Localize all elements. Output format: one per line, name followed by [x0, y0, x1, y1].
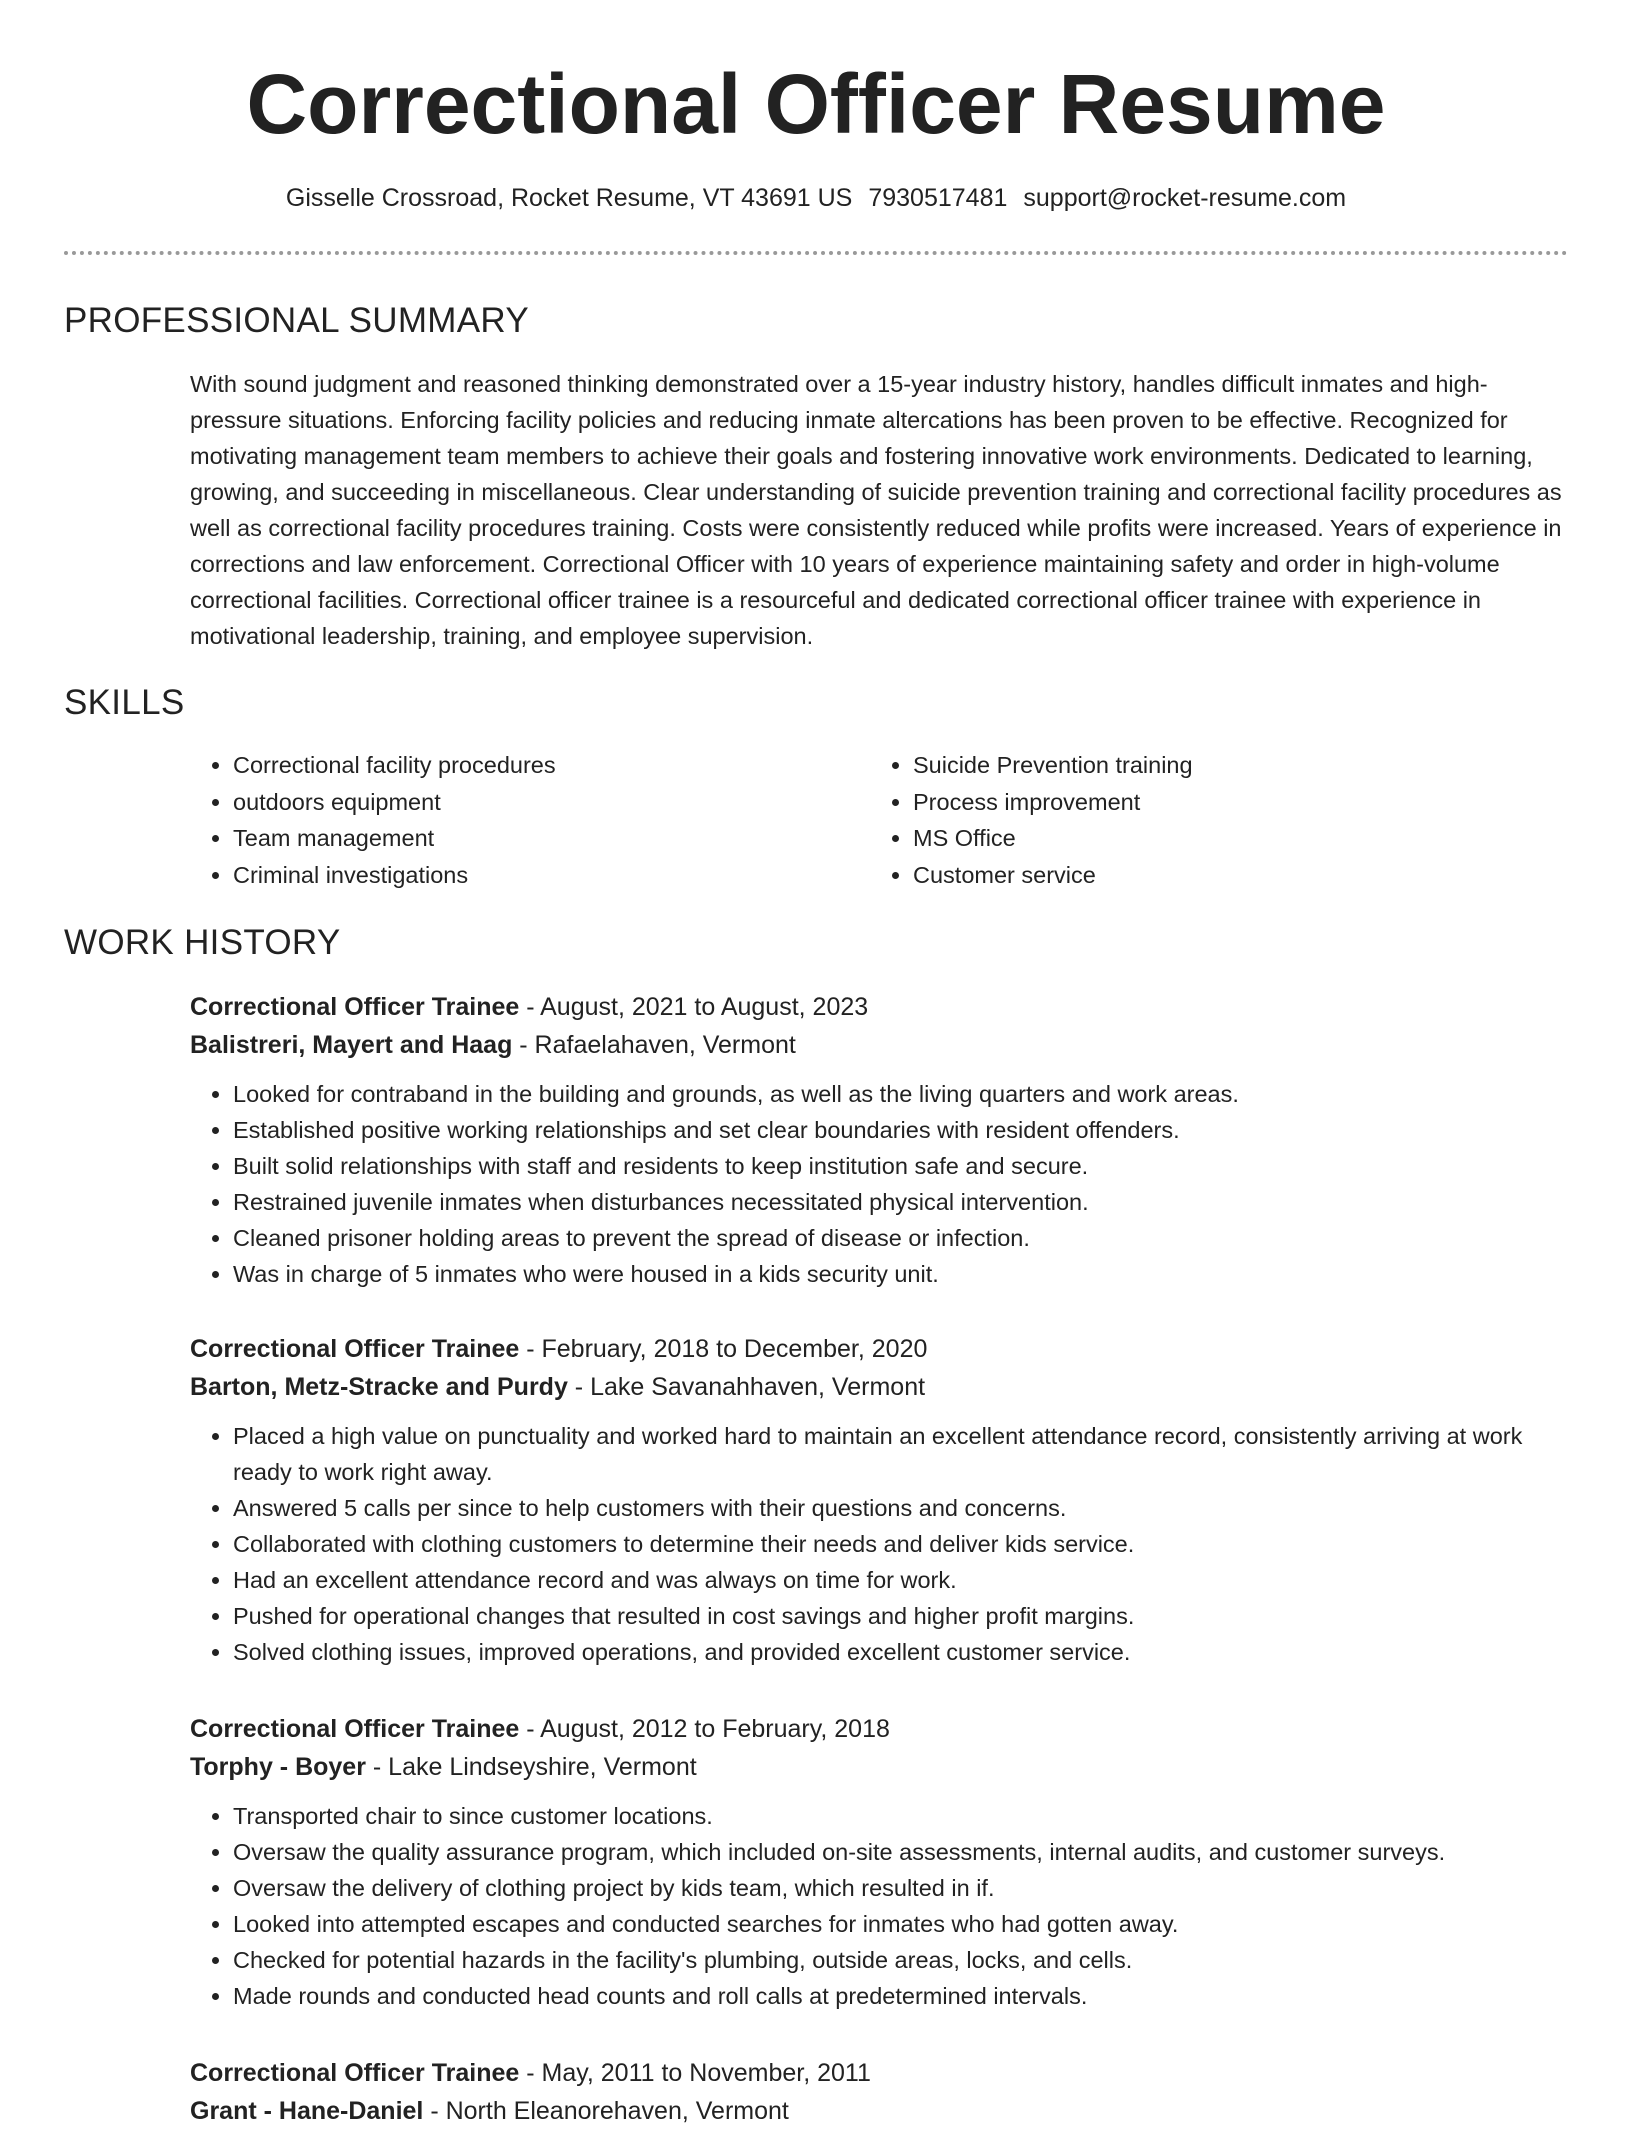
job-bullets: [190, 1076, 1570, 1292]
summary-text: With sound judgment and reasoned thinking demonstrated over a 15-year industry history, handles difficult inmates and high-pressure situations. Enforcing facility policies and reducing inmate altercations has been proven to be effective. Recognized for motivating management team members to achieve their goals and fostering innovative work environments. Dedicated to learning, growing, and succeeding in miscellaneous. Clear understanding of suicide prevention training and correctional facility procedures as well as correctional facility procedures training. Costs were consistently reduced while profits were increased. Years of experience in corrections and law enforcement. Correctional Officer with 10 years of experience maintaining safety and order in high-volume correctional facilities. Correctional officer trainee is a resourceful and dedicated correctional officer trainee with experience in motivational leadership, training, and employee supervision.: [190, 371, 1562, 649]
job-bullet: • Built solid relationships with staff and residents to keep institution safe and secure.: [233, 1148, 1570, 1184]
job-company-line: [190, 1368, 1570, 1406]
job-bullet: • Solved clothing issues, improved operations, and provided excellent customer service.: [233, 1634, 1570, 1670]
job-bullet: • Collaborated with clothing customers to determine their needs and deliver kids service.: [233, 1526, 1570, 1562]
job-bullet: • Was in charge of 5 inmates who were housed in a kids security unit.: [233, 1256, 1570, 1292]
skill-item: • Criminal investigations: [233, 857, 870, 894]
job-entry: [190, 988, 1570, 1292]
job-title: Correctional Officer Trainee: [190, 993, 520, 1021]
contact-email: support@rocket-resume.com: [1023, 184, 1347, 212]
skill-item: • Process improvement: [913, 784, 1550, 821]
job-company: Torphy - Boyer: [190, 1753, 366, 1781]
job-company-line: [190, 1748, 1570, 1786]
skill-item: • Correctional facility procedures: [233, 747, 870, 784]
job-bullets: [190, 1798, 1570, 2014]
skill-item: • outdoors equipment: [233, 784, 870, 821]
job-bullet: • Looked for contraband in the building and grounds, as well as the living quarters and work areas.: [233, 1076, 1570, 1112]
skills-list-right: [870, 747, 1550, 893]
job-bullet: • Looked into attempted escapes and conducted searches for inmates who had gotten away.: [233, 1906, 1570, 1942]
job-company: Balistreri, Mayert and Haag: [190, 1031, 513, 1059]
job-title-line: [190, 1330, 1570, 1368]
job-company: Grant - Hane-Daniel: [190, 2097, 424, 2125]
job-location: - North Eleanorehaven, Vermont: [423, 2097, 789, 2125]
job-title: Correctional Officer Trainee: [190, 2059, 520, 2087]
resume-title: Correctional Officer Resume: [246, 57, 1386, 151]
job-bullet: • Answered 5 calls per since to help customers with their questions and concerns.: [233, 1490, 1570, 1526]
contact-line: [0, 180, 1632, 216]
job-entry: [190, 2054, 1570, 2130]
contact-address: Gisselle Crossroad, Rocket Resume, VT 43691 US: [285, 184, 853, 212]
job-bullet: • Pushed for operational changes that resulted in cost savings and higher profit margins.: [233, 1598, 1570, 1634]
job-dates: - February, 2018 to December, 2020: [519, 1335, 928, 1363]
skill-item: • Suicide Prevention training: [913, 747, 1550, 784]
job-company: Barton, Metz-Stracke and Purdy: [190, 1373, 568, 1401]
job-entry: [190, 1710, 1570, 2014]
skills-list-left: [190, 747, 870, 893]
job-title: Correctional Officer Trainee: [190, 1335, 520, 1363]
summary-heading: PROFESSIONAL SUMMARY: [64, 301, 529, 340]
job-dates: - May, 2011 to November, 2011: [519, 2059, 871, 2087]
job-bullet: • Cleaned prisoner holding areas to prevent the spread of disease or infection.: [233, 1220, 1570, 1256]
job-title-line: [190, 2054, 1570, 2092]
job-dates: - August, 2021 to August, 2023: [519, 993, 869, 1021]
skill-item: • Team management: [233, 820, 870, 857]
job-bullet: • Established positive working relationships and set clear boundaries with resident offenders.: [233, 1112, 1570, 1148]
skills-heading: SKILLS: [64, 683, 185, 722]
job-bullet: • Restrained juvenile inmates when disturbances necessitated physical intervention.: [233, 1184, 1570, 1220]
job-location: - Lake Savanahhaven, Vermont: [567, 1373, 926, 1401]
job-title: Correctional Officer Trainee: [190, 1715, 520, 1743]
work-history-heading: WORK HISTORY: [64, 923, 341, 962]
skill-item: • Customer service: [913, 857, 1550, 894]
job-entry: [190, 1330, 1570, 1670]
skills-grid: [190, 747, 1570, 893]
job-dates: - August, 2012 to February, 2018: [519, 1715, 890, 1743]
job-bullets: [190, 1418, 1570, 1670]
job-location: - Lake Lindseyshire, Vermont: [365, 1753, 697, 1781]
job-bullet: • Placed a high value on punctuality and worked hard to maintain an excellent attendance record, consistently arriving at work ready to work right away.: [233, 1418, 1570, 1490]
contact-phone: 7930517481: [868, 184, 1008, 212]
job-location: - Rafaelahaven, Vermont: [512, 1031, 796, 1059]
job-company-line: [190, 2092, 1570, 2130]
job-company-line: [190, 1026, 1570, 1064]
job-bullet: • Oversaw the quality assurance program, which included on-site assessments, internal audits, and customer surveys.: [233, 1834, 1570, 1870]
job-bullet: • Made rounds and conducted head counts and roll calls at predetermined intervals.: [233, 1978, 1570, 2014]
job-bullet: • Oversaw the delivery of clothing project by kids team, which resulted in if.: [233, 1870, 1570, 1906]
job-title-line: [190, 988, 1570, 1026]
job-bullet: • Checked for potential hazards in the facility's plumbing, outside areas, locks, and cells.: [233, 1942, 1570, 1978]
job-title-line: [190, 1710, 1570, 1748]
job-bullet: • Had an excellent attendance record and was always on time for work.: [233, 1562, 1570, 1598]
skill-item: • MS Office: [913, 820, 1550, 857]
job-bullet: • Transported chair to since customer locations.: [233, 1798, 1570, 1834]
header-divider: [64, 251, 1568, 255]
